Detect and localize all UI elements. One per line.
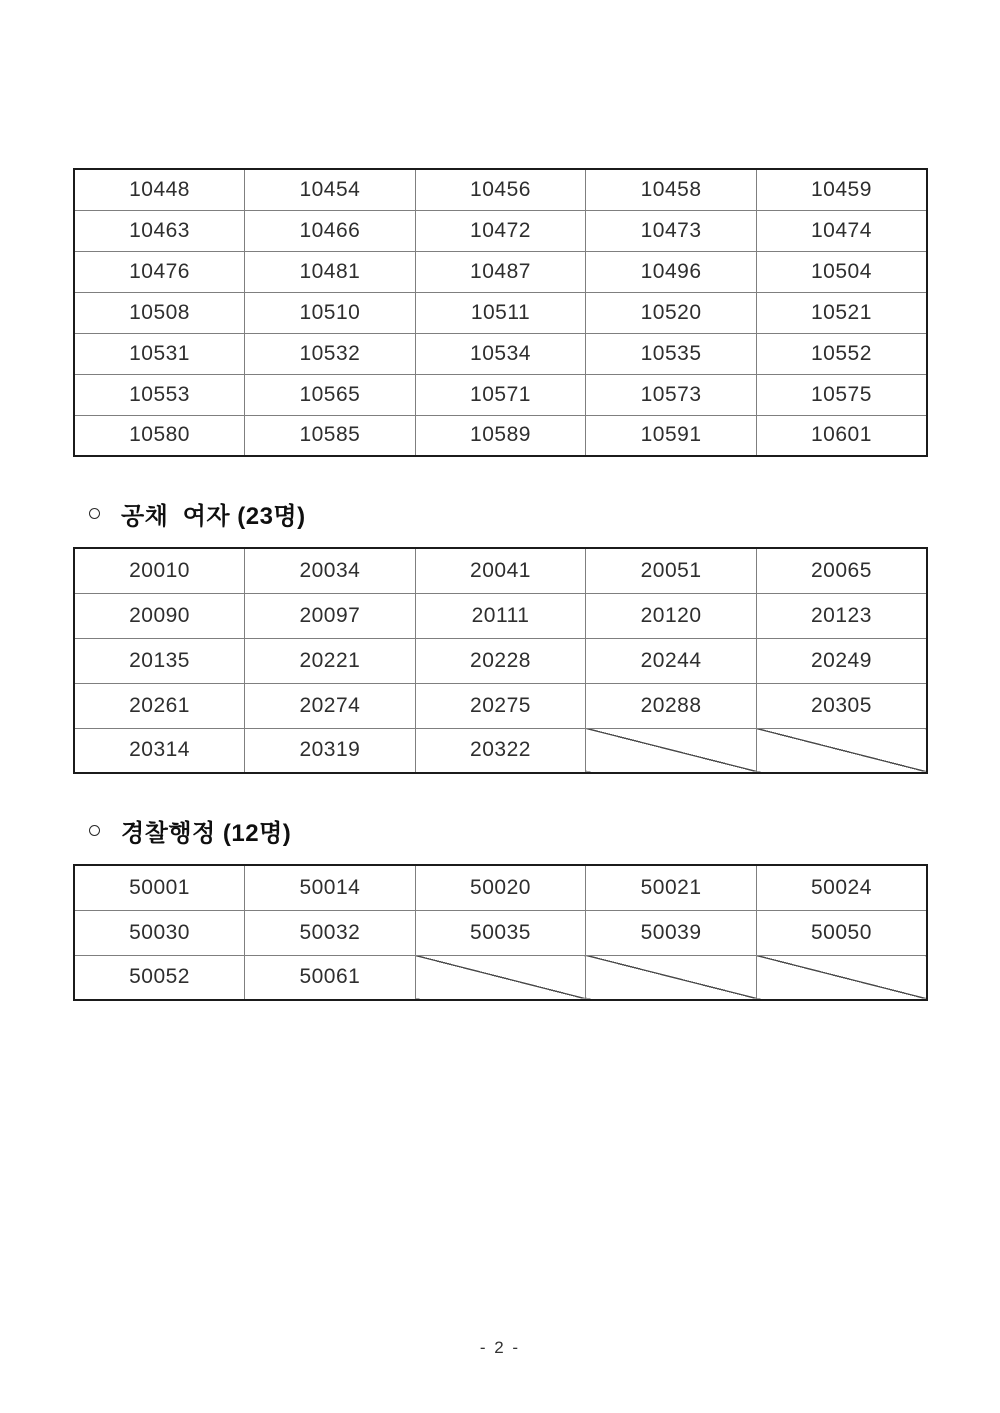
section-heading-female xyxy=(73,498,928,528)
candidate-number-cell: 10448 xyxy=(74,169,245,210)
candidate-number-cell: 20275 xyxy=(415,683,586,728)
candidate-number-cell: 20123 xyxy=(756,593,927,638)
candidate-number-cell: 10466 xyxy=(245,210,416,251)
candidate-number-cell: 20228 xyxy=(415,638,586,683)
candidate-number-cell: 10532 xyxy=(245,333,416,374)
table-row xyxy=(74,374,927,415)
candidate-number-table-3 xyxy=(73,864,928,1001)
table-row xyxy=(74,593,927,638)
candidate-number-cell: 20034 xyxy=(245,548,416,593)
candidate-number-cell: 10508 xyxy=(74,292,245,333)
candidate-number-cell: 10601 xyxy=(756,415,927,456)
candidate-number-cell: 20314 xyxy=(74,728,245,773)
candidate-number-cell: 50030 xyxy=(74,910,245,955)
candidate-number-cell: 10585 xyxy=(245,415,416,456)
empty-diagonal-cell xyxy=(756,955,927,1000)
candidate-number-cell: 10487 xyxy=(415,251,586,292)
candidate-number-cell: 10534 xyxy=(415,333,586,374)
candidate-number-cell: 50021 xyxy=(586,865,757,910)
candidate-number-cell: 20274 xyxy=(245,683,416,728)
table-row xyxy=(74,292,927,333)
candidate-number-cell: 20261 xyxy=(74,683,245,728)
candidate-number-cell: 20135 xyxy=(74,638,245,683)
candidate-number-cell: 20051 xyxy=(586,548,757,593)
candidate-number-cell: 10591 xyxy=(586,415,757,456)
candidate-number-table-2 xyxy=(73,547,928,774)
candidate-number-cell: 10520 xyxy=(586,292,757,333)
table-row xyxy=(74,251,927,292)
candidate-number-cell: 20221 xyxy=(245,638,416,683)
candidate-number-cell: 20322 xyxy=(415,728,586,773)
candidate-number-cell: 20120 xyxy=(586,593,757,638)
table-row xyxy=(74,683,927,728)
candidate-number-cell: 10531 xyxy=(74,333,245,374)
page-number: - 2 - xyxy=(479,1338,521,1357)
table-row xyxy=(74,169,927,210)
empty-diagonal-cell xyxy=(415,955,586,1000)
candidate-number-cell: 10565 xyxy=(245,374,416,415)
candidate-number-cell: 20319 xyxy=(245,728,416,773)
candidate-number-cell: 50032 xyxy=(245,910,416,955)
candidate-number-cell: 10472 xyxy=(415,210,586,251)
candidate-number-cell: 50020 xyxy=(415,865,586,910)
candidate-number-cell: 20288 xyxy=(586,683,757,728)
candidate-number-cell: 50014 xyxy=(245,865,416,910)
empty-diagonal-cell xyxy=(586,728,757,773)
candidate-number-cell: 10511 xyxy=(415,292,586,333)
candidate-number-cell: 10589 xyxy=(415,415,586,456)
candidate-number-cell: 50035 xyxy=(415,910,586,955)
candidate-number-cell: 50024 xyxy=(756,865,927,910)
circle-bullet-icon xyxy=(89,508,100,519)
candidate-number-cell: 10456 xyxy=(415,169,586,210)
candidate-number-cell: 20244 xyxy=(586,638,757,683)
candidate-number-cell: 10459 xyxy=(756,169,927,210)
candidate-number-cell: 20041 xyxy=(415,548,586,593)
table-row xyxy=(74,955,927,1000)
empty-diagonal-cell xyxy=(586,955,757,1000)
candidate-number-cell: 20305 xyxy=(756,683,927,728)
empty-diagonal-cell xyxy=(756,728,927,773)
candidate-number-cell: 50061 xyxy=(245,955,416,1000)
candidate-number-cell: 10481 xyxy=(245,251,416,292)
candidate-number-cell: 10476 xyxy=(74,251,245,292)
candidate-number-cell: 10474 xyxy=(756,210,927,251)
candidate-number-table-1 xyxy=(73,168,928,457)
candidate-number-cell: 20097 xyxy=(245,593,416,638)
section-heading-label: 경찰행정 (12명) xyxy=(121,819,292,847)
table-row xyxy=(74,333,927,374)
candidate-number-cell: 10573 xyxy=(586,374,757,415)
page-content xyxy=(73,0,928,1001)
candidate-number-cell: 10496 xyxy=(586,251,757,292)
table-row xyxy=(74,548,927,593)
candidate-number-cell: 20090 xyxy=(74,593,245,638)
candidate-number-cell: 20065 xyxy=(756,548,927,593)
candidate-number-cell: 50052 xyxy=(74,955,245,1000)
section-heading-police-admin xyxy=(73,815,928,845)
table-row xyxy=(74,415,927,456)
candidate-number-cell: 10553 xyxy=(74,374,245,415)
candidate-number-cell: 50039 xyxy=(586,910,757,955)
table-row xyxy=(74,210,927,251)
candidate-number-cell: 10580 xyxy=(74,415,245,456)
candidate-number-cell: 10454 xyxy=(245,169,416,210)
candidate-number-cell: 50050 xyxy=(756,910,927,955)
candidate-number-cell: 10504 xyxy=(756,251,927,292)
candidate-number-cell: 20111 xyxy=(415,593,586,638)
candidate-number-cell: 50001 xyxy=(74,865,245,910)
table-row xyxy=(74,728,927,773)
table-row xyxy=(74,910,927,955)
candidate-number-cell: 10552 xyxy=(756,333,927,374)
candidate-number-cell: 10571 xyxy=(415,374,586,415)
candidate-number-cell: 10458 xyxy=(586,169,757,210)
table-row xyxy=(74,638,927,683)
candidate-number-cell: 10535 xyxy=(586,333,757,374)
candidate-number-cell: 10521 xyxy=(756,292,927,333)
candidate-number-cell: 20010 xyxy=(74,548,245,593)
candidate-number-cell: 10463 xyxy=(74,210,245,251)
candidate-number-cell: 10510 xyxy=(245,292,416,333)
table-row xyxy=(74,865,927,910)
circle-bullet-icon xyxy=(89,825,100,836)
candidate-number-cell: 20249 xyxy=(756,638,927,683)
candidate-number-cell: 10473 xyxy=(586,210,757,251)
candidate-number-cell: 10575 xyxy=(756,374,927,415)
section-heading-label: 공채 여자 (23명) xyxy=(121,502,306,530)
